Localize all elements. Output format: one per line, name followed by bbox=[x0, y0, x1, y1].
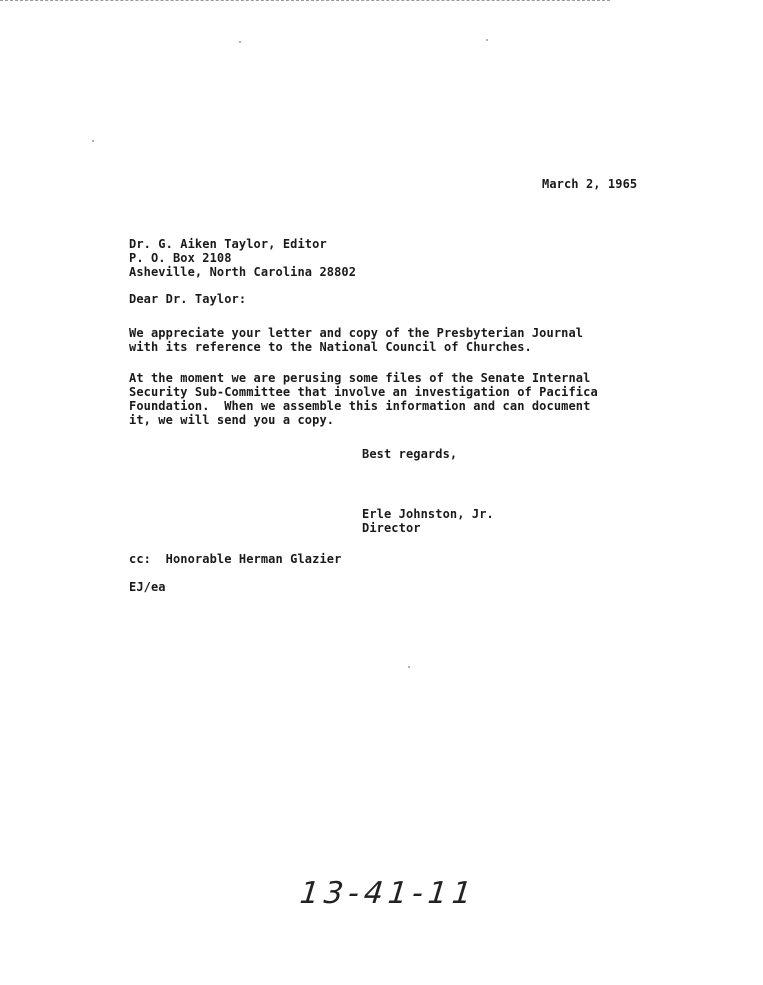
signer-title: Director bbox=[362, 521, 421, 535]
recipient-city-line: Asheville, North Carolina 28802 bbox=[129, 265, 357, 279]
closing-text: Best regards, bbox=[362, 447, 458, 461]
paragraph-line: Foundation. When we assemble this information and can document bbox=[129, 399, 591, 413]
scan-speck bbox=[92, 140, 94, 142]
complimentary-close bbox=[362, 447, 457, 461]
signature-block bbox=[362, 507, 494, 535]
scan-speck bbox=[239, 41, 241, 43]
paragraph-line: We appreciate your letter and copy of the Presbyterian Journal bbox=[129, 326, 584, 340]
body-paragraph-2 bbox=[129, 371, 598, 427]
letter-date: March 2, 1965 bbox=[542, 177, 638, 191]
paragraph-line: At the moment we are perusing some files of the Senate Internal bbox=[129, 371, 591, 385]
handwritten-file-number: 13-41-11 bbox=[298, 876, 479, 911]
page-top-border bbox=[0, 0, 610, 1]
salutation-text: Dear Dr. Taylor: bbox=[129, 292, 247, 306]
signer-name: Erle Johnston, Jr. bbox=[362, 507, 494, 521]
cc-line: cc: Honorable Herman Glazier bbox=[129, 552, 342, 566]
recipient-box-line: P. O. Box 2108 bbox=[129, 251, 232, 265]
paragraph-line: it, we will send you a copy. bbox=[129, 413, 335, 427]
recipient-address bbox=[129, 237, 356, 279]
scan-speck bbox=[486, 39, 488, 41]
scan-speck bbox=[408, 666, 410, 668]
paragraph-line: Security Sub-Committee that involve an investigation of Pacifica bbox=[129, 385, 598, 399]
recipient-name-line: Dr. G. Aiken Taylor, Editor bbox=[129, 237, 327, 251]
typist-initials: EJ/ea bbox=[129, 580, 166, 594]
body-paragraph-1 bbox=[129, 326, 583, 354]
salutation bbox=[129, 292, 246, 306]
paragraph-line: with its reference to the National Council of Churches. bbox=[129, 340, 532, 354]
